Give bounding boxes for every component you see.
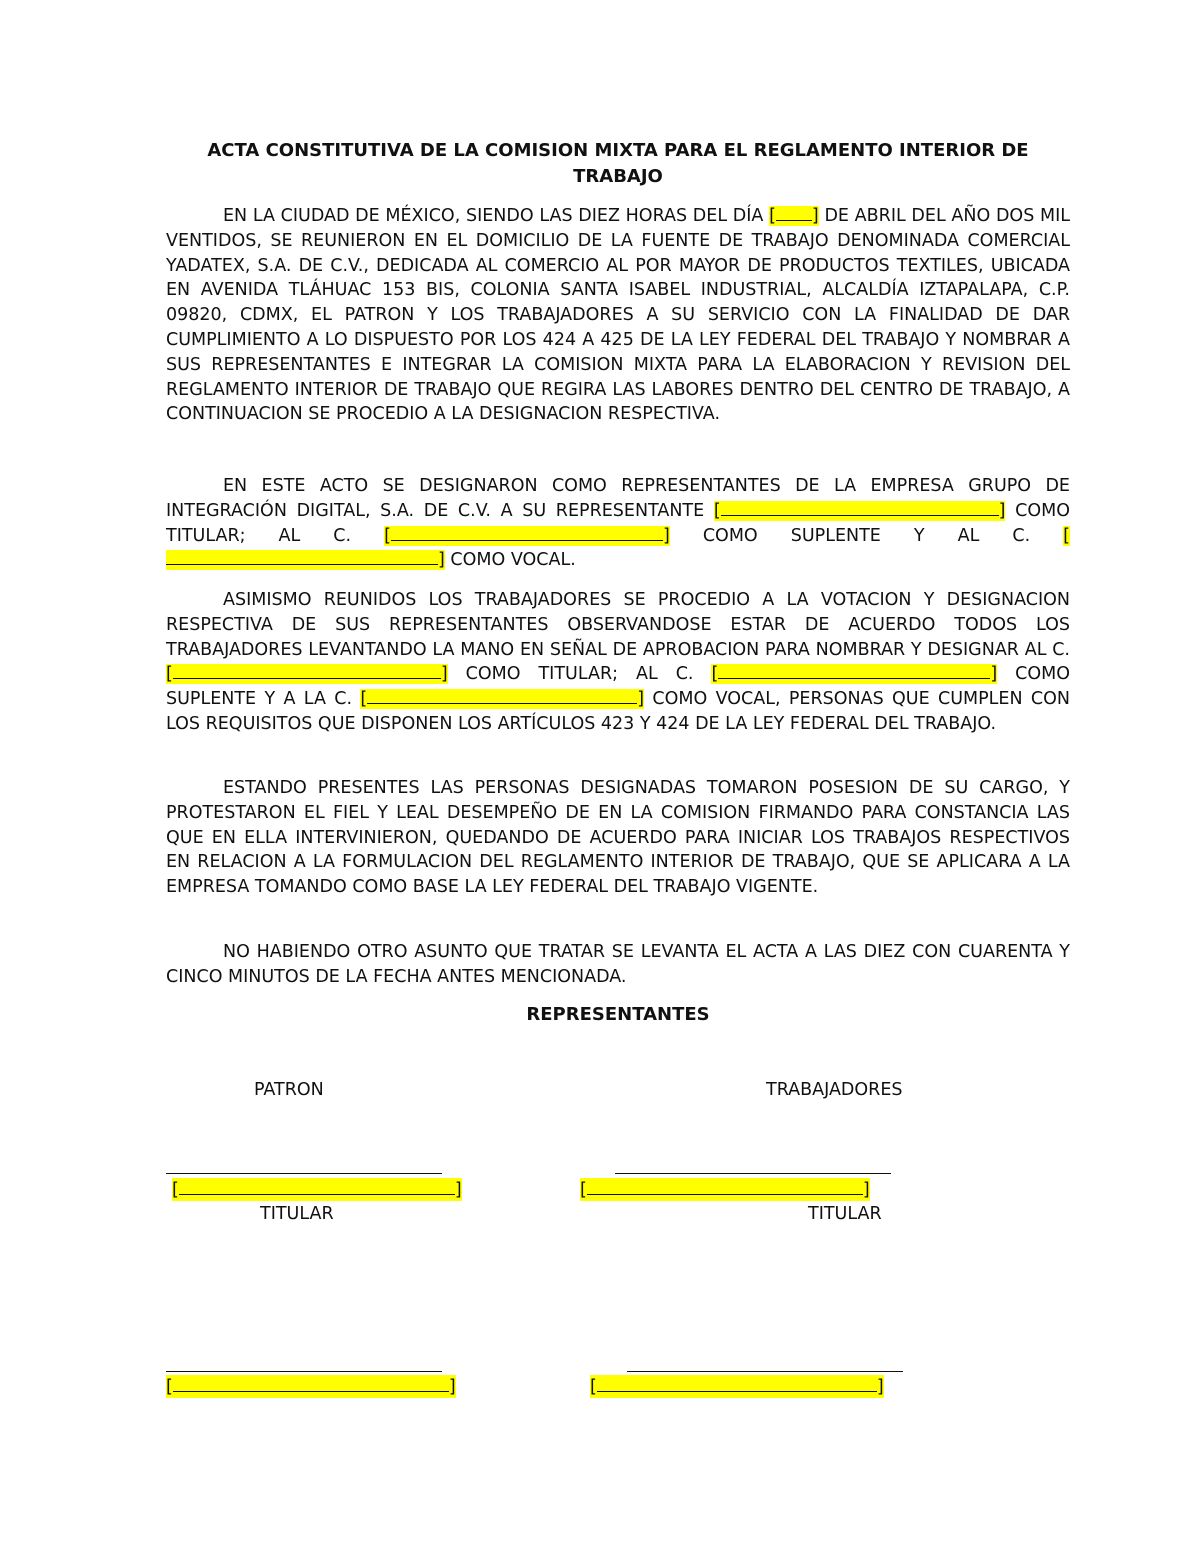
patron-titular-role: TITULAR bbox=[260, 1204, 334, 1224]
paragraph-protest: ESTANDO PRESENTES LAS PERSONAS DESIGNADAS TOMARON POSESION DE SU CARGO, Y PROTESTARON EL FIEL Y LEAL DESEMPEÑO DE EN LA COMISION FIRMANDO PARA CONSTANCIA LAS QUE EN ELLA INTERVINIERON, QUEDANDO DE ACUERDO PARA INICIAR LOS TRABAJOS RESPECTIVOS EN RELACION A LA FORMULACION DEL REGLAMENTO INTERIOR DE TRABAJO, QUE SE APLICARA A LA EMPRESA TOMANDO COMO BASE LA LEY FEDERAL DEL TRABAJO VIGENTE. bbox=[166, 778, 1070, 898]
company-suplente-placeholder[interactable] bbox=[384, 526, 670, 546]
signature-line bbox=[166, 1371, 442, 1372]
blank-line bbox=[179, 1178, 455, 1195]
patron-label: PATRON bbox=[254, 1080, 324, 1100]
paragraph-opening bbox=[166, 204, 1070, 427]
bracket-close: ] bbox=[454, 1180, 462, 1200]
bracket-close: ] bbox=[440, 664, 448, 685]
bracket-open: [ bbox=[172, 1180, 179, 1200]
bracket-open: [ bbox=[713, 500, 721, 521]
patron-second-signature[interactable] bbox=[166, 1375, 456, 1398]
trabajadores-titular-signature[interactable] bbox=[580, 1178, 870, 1201]
trabajadores-second-signature[interactable] bbox=[590, 1375, 884, 1398]
bracket-close: ] bbox=[448, 1377, 456, 1397]
bracket-close: ] bbox=[876, 1377, 884, 1397]
p3-text-a: ASIMISMO REUNIDOS LOS TRABAJADORES SE PROCEDIO A LA VOTACION Y DESIGNACION RESPECTIVA DE SUS REPRESENTANTES OBSERVANDOSE ESTAR DE ACUERDO TODOS LOS TRABAJADORES LEVANTANDO LA MANO EN SEÑAL DE APROBACION PARA NOMBRAR Y DESIGNAR AL C. bbox=[166, 590, 1070, 660]
blank-line bbox=[391, 525, 663, 541]
bracket-close: ] bbox=[637, 689, 645, 710]
bracket-open: [ bbox=[1063, 525, 1070, 546]
signature-line bbox=[627, 1371, 903, 1372]
company-titular-placeholder[interactable] bbox=[714, 501, 1006, 521]
bracket-open: [ bbox=[580, 1180, 587, 1200]
bracket-open: [ bbox=[590, 1377, 597, 1397]
blank-line bbox=[367, 688, 637, 704]
trabajadores-titular-role: TITULAR bbox=[808, 1204, 882, 1224]
p2-text-d: COMO VOCAL. bbox=[444, 550, 576, 571]
workers-vocal-placeholder[interactable] bbox=[360, 689, 644, 709]
blank-line bbox=[587, 1178, 863, 1195]
blank-line bbox=[597, 1375, 877, 1392]
paragraph-closing: NO HABIENDO OTRO ASUNTO QUE TRATAR SE LEVANTA EL ACTA A LAS DIEZ CON CUARENTA Y CINCO MINUTOS DE LA FECHA ANTES MENCIONADA. bbox=[166, 942, 1070, 987]
patron-titular-signature[interactable] bbox=[172, 1178, 462, 1201]
p2-text-a: EN ESTE ACTO SE DESIGNARON COMO REPRESENTANTES DE LA EMPRESA GRUPO DE INTEGRACIÓN DIGITAL, S.A. DE C.V. A SU REPRESENTANTE bbox=[166, 476, 1070, 521]
workers-titular-placeholder[interactable] bbox=[166, 664, 448, 684]
bracket-open: [ bbox=[769, 206, 776, 226]
blank-line bbox=[166, 549, 438, 565]
bracket-open: [ bbox=[166, 664, 173, 685]
blank-line bbox=[173, 663, 441, 679]
blank-line bbox=[718, 663, 990, 679]
trabajadores-label: TRABAJADORES bbox=[766, 1080, 903, 1100]
p2-text-b: COMO TITULAR; AL C. bbox=[166, 500, 1070, 546]
signature-line bbox=[615, 1173, 891, 1174]
p3-text-d: COMO VOCAL, PERSONAS QUE CUMPLEN CON LOS REQUISITOS QUE DISPONEN LOS ARTÍCULOS 423 Y 424 DE LA LEY FEDERAL DEL TRABAJO. bbox=[166, 689, 1070, 734]
blank-line bbox=[721, 500, 999, 516]
workers-suplente-placeholder[interactable] bbox=[711, 664, 997, 684]
paragraph-company-representatives bbox=[166, 474, 1070, 573]
bracket-close: ] bbox=[990, 664, 998, 685]
day-placeholder[interactable] bbox=[769, 206, 819, 226]
paragraph-worker-representatives bbox=[166, 588, 1070, 737]
p2-text-c: COMO SUPLENTE Y AL C. bbox=[669, 525, 1064, 546]
blank-line bbox=[173, 1375, 449, 1392]
bracket-close: ] bbox=[811, 206, 819, 226]
bracket-close: ] bbox=[662, 525, 670, 546]
bracket-open: [ bbox=[166, 1377, 173, 1397]
p3-text-b: COMO TITULAR; AL C. bbox=[447, 664, 712, 685]
representantes-heading: REPRESENTANTES bbox=[526, 1004, 710, 1025]
bracket-close: ] bbox=[438, 550, 445, 571]
bracket-close: ] bbox=[862, 1180, 870, 1200]
document-title: ACTA CONSTITUTIVA DE LA COMISION MIXTA PARA EL REGLAMENTO INTERIOR DE TRABAJO bbox=[207, 140, 1029, 187]
signature-line bbox=[166, 1173, 442, 1174]
bracket-open: [ bbox=[711, 664, 719, 685]
blank-line bbox=[776, 205, 812, 221]
p3-text-c: COMO SUPLENTE Y A LA C. bbox=[166, 664, 1070, 710]
bracket-open: [ bbox=[384, 525, 391, 546]
bracket-open: [ bbox=[360, 689, 368, 710]
p1-text-a: EN LA CIUDAD DE MÉXICO, SIENDO LAS DIEZ HORAS DEL DÍA bbox=[223, 206, 770, 226]
bracket-close: ] bbox=[998, 500, 1006, 521]
p1-text-b: DE ABRIL DEL AÑO DOS MIL VENTIDOS, SE REUNIERON EN EL DOMICILIO DE LA FUENTE DE TRABAJO DENOMINADA COMERCIAL YADATEX, S.A. DE C.V., DEDICADA AL COMERCIO AL POR MAYOR DE PRODUCTOS TEXTILES, UBICADA EN AVENIDA TLÁHUAC 153 BIS, COLONIA SANTA ISABEL INDUSTRIAL, ALCALDÍA IZTAPALAPA, C.P. 09820, CDMX, EL PATRON Y LOS TRABAJADORES A SU SERVICIO CON LA FINALIDAD DE DAR CUMPLIMIENTO A LO DISPUESTO POR LOS 424 A 425 DE LA LEY FEDERAL DEL TRABAJO Y NOMBRAR A SUS REPRESENTANTES E INTEGRAR LA COMISION MIXTA PARA LA ELABORACION Y REVISION DEL REGLAMENTO INTERIOR DE TRABAJO QUE REGIRA LAS LABORES DENTRO DEL CENTRO DE TRABAJO, A CONTINUACION SE PROCEDIO A LA DESIGNACION RESPECTIVA. bbox=[166, 206, 1071, 425]
